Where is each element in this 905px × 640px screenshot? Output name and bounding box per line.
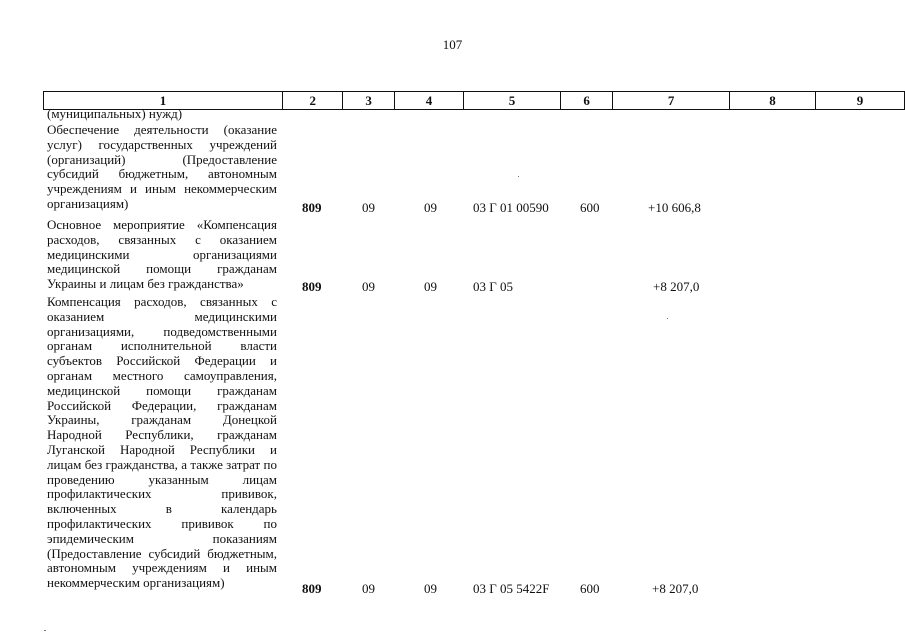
description-line: органам исполнительной власти bbox=[47, 338, 277, 354]
expense-type-code: 600 bbox=[580, 581, 600, 596]
description-line: Луганской Народной Республики и bbox=[47, 441, 277, 457]
row-description bbox=[47, 123, 277, 212]
section-code: 09 bbox=[362, 581, 375, 596]
column-header-2: 2 bbox=[283, 92, 343, 110]
description-line: учреждениям и иным некоммерческим bbox=[47, 181, 277, 197]
description-line: (организаций) (Предоставление bbox=[47, 151, 277, 167]
description-line: услуг) государственных учреждений bbox=[47, 136, 277, 152]
description-line: некоммерческим организациям) bbox=[47, 575, 225, 591]
amount-change: +8 207,0 bbox=[652, 581, 699, 596]
ved-code: 809 bbox=[302, 581, 322, 596]
description-line: Основное мероприятие «Компенсация bbox=[47, 217, 277, 232]
description-line: субъектов Российской Федерации и bbox=[47, 353, 277, 369]
section-code: 09 bbox=[362, 279, 375, 294]
description-line: включенных в календарь bbox=[47, 501, 277, 517]
subsection-code: 09 bbox=[424, 279, 437, 294]
column-header-8: 8 bbox=[729, 92, 815, 110]
column-header-4: 4 bbox=[394, 92, 463, 110]
description-line: медицинскими организациями bbox=[47, 246, 277, 262]
description-line: Народной Республики, гражданам bbox=[47, 427, 277, 443]
target-article-code: 03 Г 05 5422F bbox=[473, 581, 550, 596]
description-line: субсидий бюджетным, автономным bbox=[47, 166, 277, 182]
description-line: профилактических прививок, bbox=[47, 486, 277, 502]
column-header-5: 5 bbox=[464, 92, 561, 110]
description-line: эпидемическим показаниям bbox=[47, 530, 277, 546]
row-description bbox=[47, 295, 277, 591]
column-header-7: 7 bbox=[613, 92, 730, 110]
description-line: медицинской помощи гражданам bbox=[47, 382, 277, 398]
scan-speck bbox=[518, 176, 519, 177]
target-article-code: 03 Г 01 00590 bbox=[473, 200, 549, 215]
section-code: 09 bbox=[362, 200, 375, 215]
description-line: профилактических прививок по bbox=[47, 515, 277, 531]
expense-type-code: 600 bbox=[580, 200, 600, 215]
description-line: медицинской помощи гражданам bbox=[47, 261, 277, 277]
description-line: Российской Федерации, гражданам bbox=[47, 397, 277, 413]
description-line: Украины, гражданам Донецкой bbox=[47, 412, 277, 428]
description-line: Обеспечение деятельности (оказание bbox=[47, 122, 277, 137]
column-header-9: 9 bbox=[815, 92, 904, 110]
column-header-1: 1 bbox=[44, 92, 283, 110]
target-article-code: 03 Г 05 bbox=[473, 279, 514, 294]
description-line: органам местного самоуправления, bbox=[47, 367, 277, 383]
column-header-3: 3 bbox=[343, 92, 394, 110]
description-line: автономным учреждениям и иным bbox=[47, 560, 277, 576]
description-line: проведению указанным лицам bbox=[47, 471, 277, 487]
subsection-code: 09 bbox=[424, 581, 437, 596]
ved-code: 809 bbox=[302, 279, 322, 294]
description-line: организациями, подведомственными bbox=[47, 323, 277, 339]
description-line: оказанием медицинскими bbox=[47, 308, 277, 324]
description-line: Компенсация расходов, связанных с bbox=[47, 294, 277, 309]
description-line: лицам без гражданства, а также затрат по bbox=[47, 456, 277, 472]
description-line: (муниципальных) нужд) bbox=[47, 106, 183, 121]
row-description bbox=[47, 218, 277, 292]
scan-speck bbox=[44, 630, 46, 631]
description-line: расходов, связанных с оказанием bbox=[47, 231, 277, 247]
description-line: (Предоставление субсидий бюджетным, bbox=[47, 545, 277, 561]
column-header-6: 6 bbox=[560, 92, 612, 110]
description-line: организациям) bbox=[47, 195, 129, 211]
amount-change: +10 606,8 bbox=[648, 200, 701, 215]
subsection-code: 09 bbox=[424, 200, 437, 215]
row-description bbox=[47, 107, 277, 122]
amount-change: +8 207,0 bbox=[653, 279, 700, 294]
ved-code: 809 bbox=[302, 200, 322, 215]
page-number: 107 bbox=[442, 37, 463, 52]
description-line: Украины и лицам без гражданства» bbox=[47, 276, 244, 292]
scan-speck bbox=[667, 318, 668, 319]
